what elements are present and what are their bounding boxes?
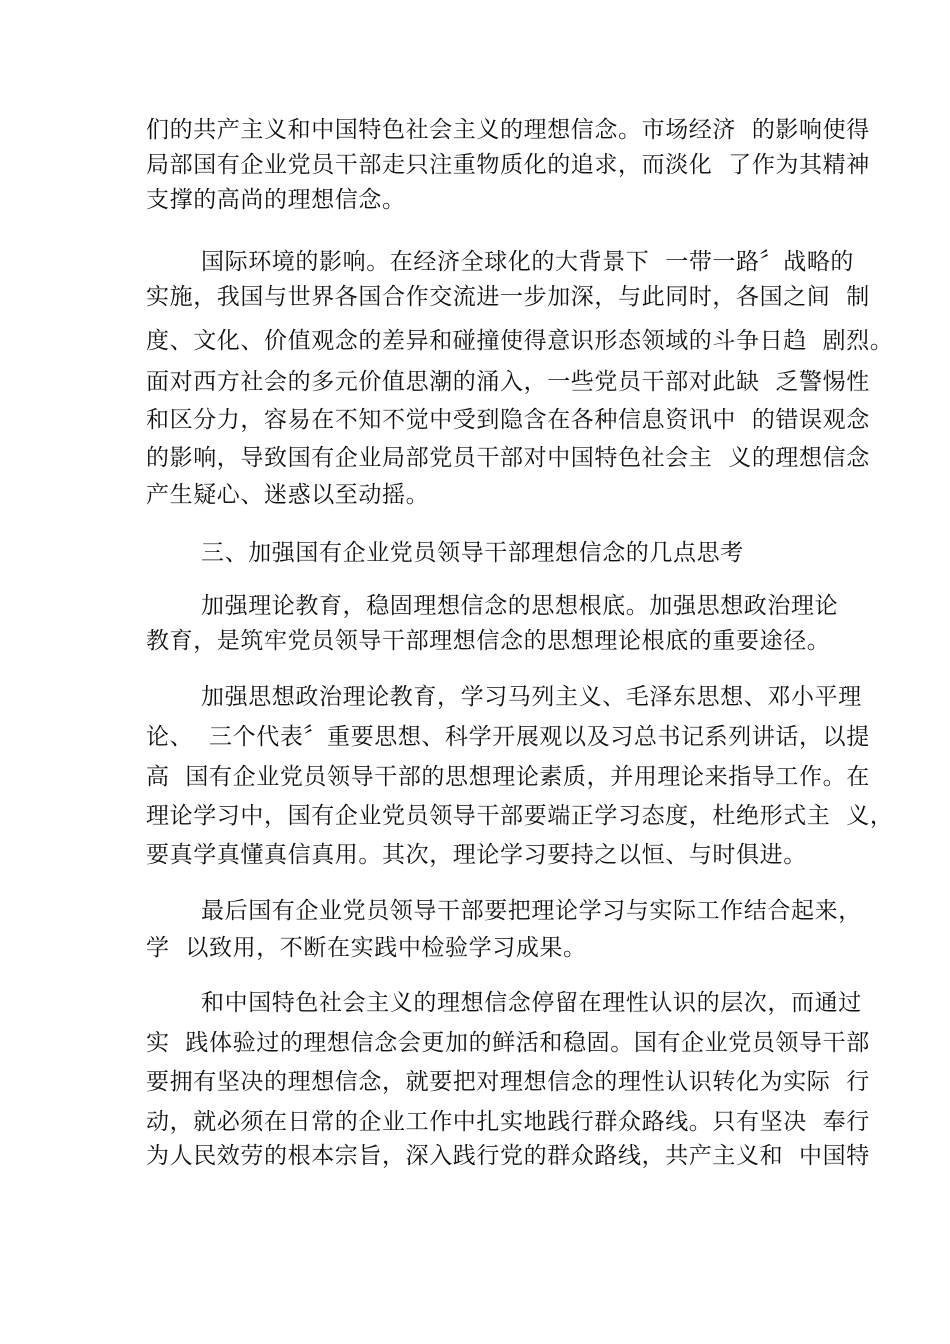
p5-line-5: 要真学真懂真信真用。其次，理论学习要持之以恒、与时俱进。 bbox=[146, 842, 807, 868]
p1-line-2: 局部国有企业党员干部走只注重物质化的追求，而淡化 了作为其精神 bbox=[146, 152, 870, 178]
p7-line-1: 和中国特色社会主义的理想信念停留在理性认识的层次，而通过 bbox=[201, 990, 862, 1016]
p2-line-2: 实施，我国与世界各国合作交流进一步加深，与此同时，各国之间 制 bbox=[146, 284, 870, 310]
p2-line-5: 和区分力，容易在不知不觉中受到隐含在各种信息资讯中 的错误观念 bbox=[146, 407, 870, 433]
p2-line-4: 面对西方社会的多元价值思潮的涌入，一些党员干部对此缺 乏警惕性 bbox=[146, 369, 870, 395]
p2-line-7: 产生疑心、迷惑以至动摇。 bbox=[146, 482, 430, 508]
p4-line-1: 加强理论教育，稳固理想信念的思想根底。加强思想政治理论 bbox=[201, 593, 839, 619]
p1-line-3: 支撑的高尚的理想信念。 bbox=[146, 187, 406, 213]
p5-line-2: 论、 三个代表〞重要思想、科学开展观以及习总书记系列讲话，以提 bbox=[146, 724, 870, 750]
p7-line-5: 为人民效劳的根本宗旨，深入践行党的群众路线，共产主义和 中国特 bbox=[146, 1143, 870, 1169]
p7-line-3: 要拥有坚决的理想信念，就要把对理想信念的理性认识转化为实际 行 bbox=[146, 1069, 870, 1095]
p2-line-3: 度、文化、价值观念的差异和碰撞使得意识形态领域的斗争日趋 剧烈。 bbox=[146, 328, 894, 354]
p5-line-4: 理论学习中，国有企业党员领导干部要端正学习态度，杜绝形式主 义， bbox=[146, 803, 894, 829]
p1-line-1: 们的共产主义和中国特色社会主义的理想信念。市场经济 的影响使得 bbox=[146, 117, 870, 143]
section-heading: 三、加强国有企业党员领导干部理想信念的几点思考 bbox=[201, 540, 744, 566]
p6-line-1: 最后国有企业党员领导干部要把理论学习与实际工作结合起来， bbox=[201, 898, 862, 924]
p6-line-2: 学 以致用，不断在实践中检验学习成果。 bbox=[146, 935, 587, 961]
p2-line-1: 国际环境的影响。在经济全球化的大背景下 一带一路〞战略的 bbox=[201, 249, 855, 275]
p2-line-6: 的影响，导致国有企业局部党员干部对中国特色社会主 义的理想信念 bbox=[146, 445, 870, 471]
p4-line-2: 教育，是筑牢党员领导干部理想信念的思想理论根底的重要途径。 bbox=[146, 628, 831, 654]
p7-line-2: 实 践体验过的理想信念会更加的鲜活和稳固。国有企业党员领导干部 bbox=[146, 1030, 870, 1056]
p7-line-4: 动，就必须在日常的企业工作中扎实地践行群众路线。只有坚决 奉行 bbox=[146, 1109, 870, 1135]
p5-line-3: 高 国有企业党员领导干部的思想理论素质，并用理论来指导工作。在 bbox=[146, 764, 870, 790]
p5-line-1: 加强思想政治理论教育，学习马列主义、毛泽东思想、邓小平理 bbox=[201, 684, 862, 710]
